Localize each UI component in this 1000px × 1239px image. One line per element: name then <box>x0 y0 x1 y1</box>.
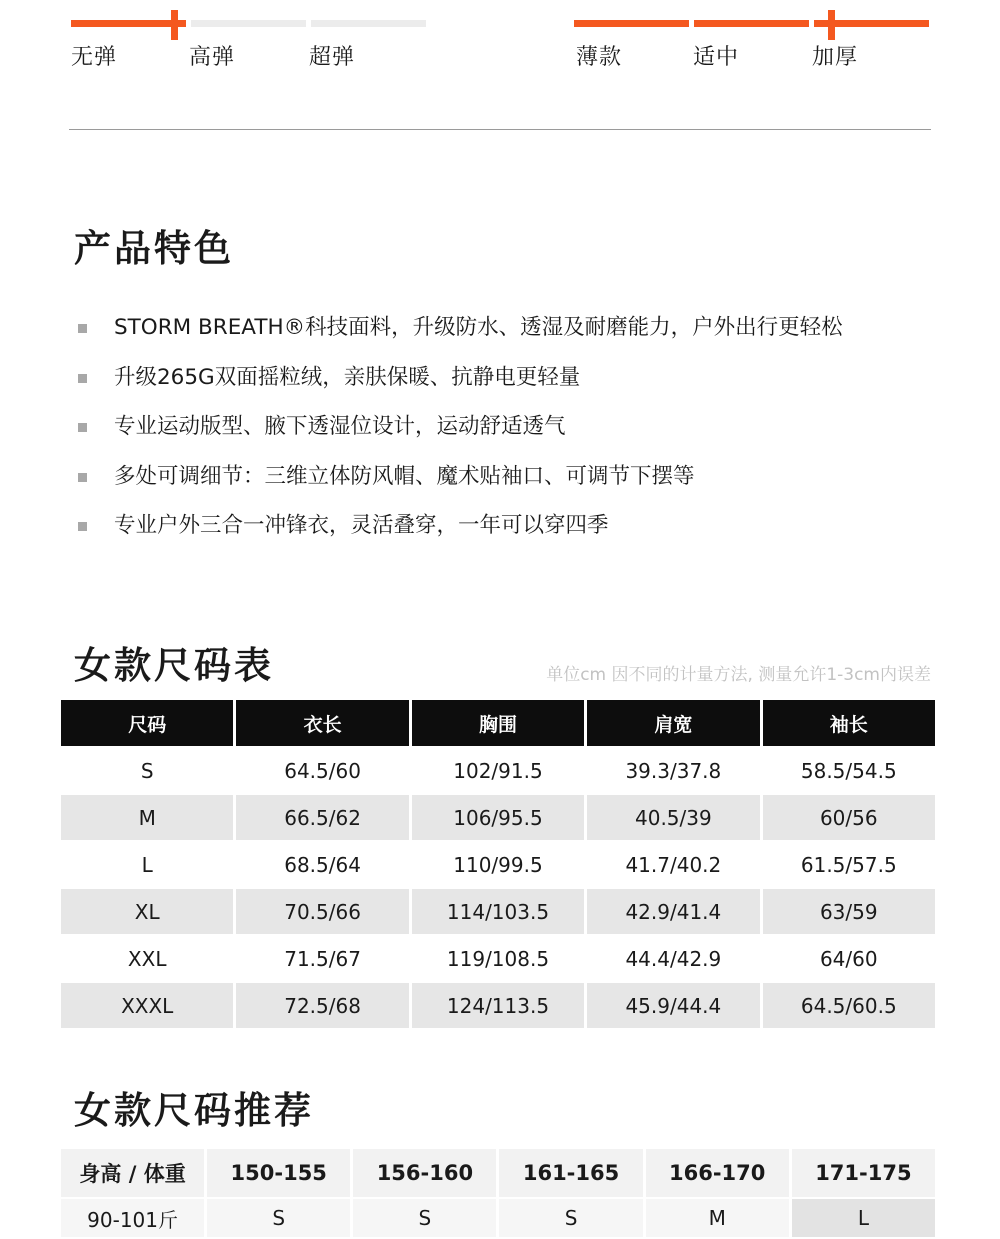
thickness-bar <box>574 0 930 30</box>
size-chart-title: 女款尺码表 <box>74 644 274 687</box>
table-cell: 60/56 <box>763 795 935 840</box>
bullet-square-icon <box>78 324 87 333</box>
table-cell: 64/60 <box>819 946 878 971</box>
table-cell: 64.5/60 <box>284 758 361 783</box>
table-row <box>61 842 935 887</box>
table-cell: L <box>792 1199 935 1237</box>
size-chart-note: 单位cm 因不同的计量方法, 测量允许1-3cm内误差 <box>546 665 931 685</box>
table-row <box>61 795 935 840</box>
header-length: 衣长 <box>236 700 408 746</box>
elasticity-label-none: 无弹 <box>71 45 118 70</box>
feature-text: 升级265G双面摇粒绒，亲肤保暖、抗静电更轻量 <box>114 364 581 390</box>
size-recommendation-title: 女款尺码推荐 <box>74 1089 314 1132</box>
table-cell: 39.3/37.8 <box>625 758 722 783</box>
feature-item <box>78 510 843 560</box>
feature-item <box>78 461 843 511</box>
size-chart-table <box>58 698 938 1030</box>
table-cell: 40.5/39 <box>587 795 759 840</box>
table-cell: XXL <box>127 946 167 971</box>
table-cell: 61.5/57.5 <box>800 852 897 877</box>
table-cell: XXXL <box>61 983 233 1028</box>
feature-text: 多处可调细节：三维立体防风帽、魔术贴袖口、可调节下摆等 <box>114 463 695 489</box>
header-height-range: 156-160 <box>353 1149 496 1197</box>
table-cell: L <box>141 852 153 877</box>
header-height-range: 171-175 <box>792 1149 935 1197</box>
size-chart-header-row <box>61 700 935 746</box>
table-cell: S <box>499 1199 642 1237</box>
elasticity-segment <box>71 20 186 27</box>
table-cell: M <box>646 1199 789 1237</box>
table-cell: 66.5/62 <box>236 795 408 840</box>
bullet-square-icon <box>78 423 87 432</box>
table-cell: 71.5/67 <box>284 946 361 971</box>
feature-text: STORM BREATH®科技面料，升级防水、透湿及耐磨能力，户外出行更轻松 <box>114 315 843 340</box>
bullet-square-icon <box>78 522 87 531</box>
feature-item <box>78 362 843 412</box>
table-cell: 42.9/41.4 <box>587 889 759 934</box>
header-height-range: 150-155 <box>207 1149 350 1197</box>
elasticity-bar <box>71 0 427 30</box>
table-cell: 102/91.5 <box>453 758 543 783</box>
table-row <box>61 1199 935 1237</box>
features-list <box>78 312 843 560</box>
table-cell: 45.9/44.4 <box>587 983 759 1028</box>
header-height-weight: 身高 / 体重 <box>61 1149 204 1197</box>
elasticity-label-super: 超弹 <box>309 45 356 70</box>
bullet-square-icon <box>78 374 87 383</box>
table-cell: 119/108.5 <box>446 946 550 971</box>
table-row <box>61 748 935 793</box>
feature-item <box>78 411 843 461</box>
table-cell: 70.5/66 <box>236 889 408 934</box>
table-cell: 124/113.5 <box>412 983 584 1028</box>
thickness-label-medium: 适中 <box>693 45 740 70</box>
thickness-scale <box>574 0 930 70</box>
header-height-range: 166-170 <box>646 1149 789 1197</box>
bullet-square-icon <box>78 473 87 482</box>
feature-item <box>78 312 843 362</box>
table-row <box>61 983 935 1028</box>
thickness-segment <box>694 20 809 27</box>
elasticity-label-high: 高弹 <box>189 45 236 70</box>
features-title: 产品特色 <box>74 227 234 270</box>
table-row <box>61 889 935 934</box>
recommendation-header-row <box>61 1149 935 1197</box>
header-size: 尺码 <box>61 700 233 746</box>
table-cell: 41.7/40.2 <box>625 852 722 877</box>
weight-range-cell: 90-101斤 <box>61 1199 204 1237</box>
table-cell: S <box>207 1199 350 1237</box>
section-divider <box>69 129 931 130</box>
table-cell: M <box>61 795 233 840</box>
table-cell: 72.5/68 <box>236 983 408 1028</box>
header-sleeve: 袖长 <box>763 700 935 746</box>
table-cell: S <box>140 758 154 783</box>
thickness-label-thick: 加厚 <box>812 45 859 70</box>
table-cell: S <box>353 1199 496 1237</box>
table-cell: 114/103.5 <box>412 889 584 934</box>
table-cell: 68.5/64 <box>284 852 361 877</box>
header-height-range: 161-165 <box>499 1149 642 1197</box>
table-row <box>61 936 935 981</box>
table-cell: 110/99.5 <box>453 852 543 877</box>
header-shoulder: 肩宽 <box>587 700 759 746</box>
thickness-label-thin: 薄款 <box>576 45 623 70</box>
feature-text: 专业户外三合一冲锋衣，灵活叠穿，一年可以穿四季 <box>114 513 609 539</box>
header-chest: 胸围 <box>412 700 584 746</box>
feature-text: 专业运动版型、腋下透湿位设计，运动舒适透气 <box>114 414 566 440</box>
table-cell: 44.4/42.9 <box>625 946 722 971</box>
table-cell: 64.5/60.5 <box>763 983 935 1028</box>
size-recommendation-table <box>58 1147 938 1239</box>
thickness-segment <box>574 20 689 27</box>
elasticity-segment <box>311 20 426 27</box>
elasticity-segment <box>191 20 306 27</box>
table-cell: 63/59 <box>763 889 935 934</box>
table-cell: 106/95.5 <box>412 795 584 840</box>
elasticity-scale <box>71 0 427 70</box>
table-cell: 58.5/54.5 <box>800 758 897 783</box>
table-cell: XL <box>61 889 233 934</box>
